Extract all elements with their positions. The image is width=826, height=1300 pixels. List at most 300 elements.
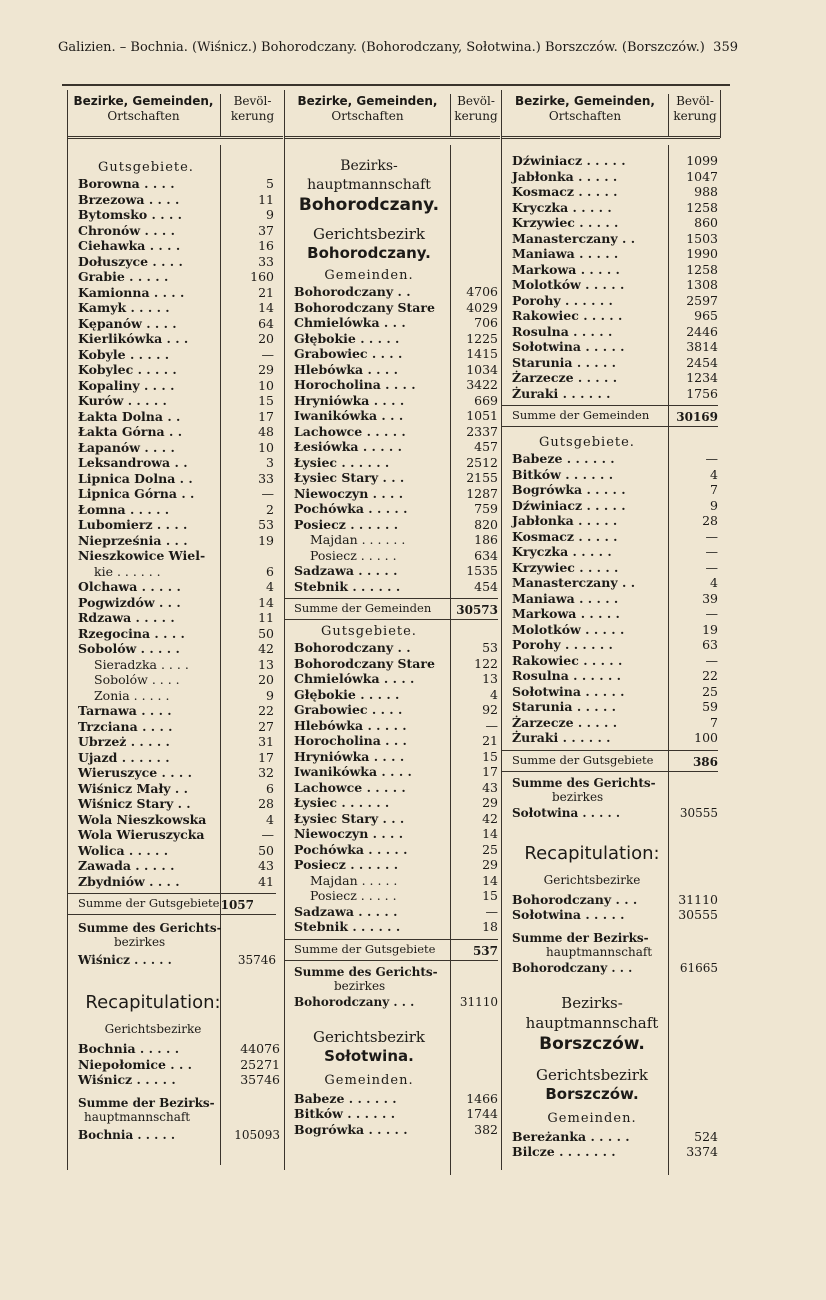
- table-row: [294, 424, 498, 440]
- table-row: [78, 362, 276, 378]
- population-value: 457: [474, 439, 498, 454]
- gemeinden-heading: Gemeinden.: [324, 268, 414, 283]
- gb-label: Gerichtsbezirk: [312, 1027, 426, 1046]
- population-value: 3422: [466, 377, 498, 392]
- place-name: Kryczka . . . . .: [512, 544, 612, 559]
- table-row: [78, 734, 276, 750]
- table-row: [78, 533, 276, 549]
- population-value: 5: [266, 176, 274, 191]
- table-row: [294, 331, 498, 347]
- table-row: [78, 316, 276, 332]
- table-row: [294, 857, 498, 873]
- table-row: [78, 192, 276, 208]
- table-row: [512, 529, 718, 545]
- summe-value: 1057: [220, 898, 254, 912]
- population-value: 1225: [466, 330, 498, 346]
- population-value: 13: [258, 656, 274, 672]
- table-row: [78, 672, 276, 688]
- table-row: [78, 688, 276, 704]
- place-name: Chmielówka . . .: [294, 315, 406, 330]
- table-row: [294, 455, 498, 471]
- gb-name: Bohorodczany.: [307, 244, 431, 262]
- place-name: Rosulna . . . . . .: [512, 668, 622, 683]
- summe-gerichtsbezirk: [78, 921, 276, 967]
- population-value: 669: [474, 392, 498, 408]
- population-value: 965: [694, 308, 718, 323]
- bh-label: Bezirks-: [561, 993, 623, 1012]
- population-value: 39: [702, 590, 718, 606]
- place-name: Łapanów . . . .: [78, 439, 175, 455]
- population-value: 1047: [686, 168, 718, 184]
- population-value: 21: [258, 284, 274, 300]
- table-row: [78, 331, 276, 347]
- table-row: [78, 579, 276, 595]
- population-value: 122: [474, 655, 498, 671]
- place-name: Rakowiec . . . . .: [512, 308, 623, 323]
- place-name: Pochówka . . . . .: [294, 501, 408, 516]
- table-row: [294, 563, 498, 579]
- table-row: [294, 532, 498, 548]
- place-name: Łysiec Stary . . .: [294, 810, 405, 826]
- place-name: Hlebówka . . . .: [294, 361, 398, 377]
- table-row: [512, 1144, 718, 1160]
- population-value: 29: [482, 857, 498, 872]
- place-name: Dźwiniacz . . . . .: [512, 153, 626, 168]
- population-value: 11: [258, 191, 274, 207]
- recapitulation-title: Recapitulation:: [524, 842, 660, 864]
- divider: [284, 619, 498, 620]
- table-row: [78, 269, 276, 285]
- gb-label: Gerichtsbezirk: [535, 1065, 649, 1084]
- recapitulation-sub: Gerichtsbezirke: [543, 872, 641, 887]
- table-row: [294, 470, 498, 486]
- gutsgebiete-list: [78, 176, 276, 889]
- population-value: 7: [710, 714, 718, 730]
- gb-name: Borszczów.: [545, 1084, 639, 1103]
- table-row: [512, 907, 718, 923]
- place-name: Bochnia . . . . .: [78, 1041, 180, 1056]
- table-row: [294, 1106, 498, 1122]
- place-name: Kobyle . . . . .: [78, 346, 170, 362]
- place-name: Posiecz . . . . . .: [294, 857, 399, 872]
- place-name: Trzciana . . . .: [78, 718, 173, 734]
- place-name: Maniawa . . . . .: [512, 590, 619, 606]
- place-name: Krzywiec . . . . .: [512, 215, 619, 230]
- header-pop-title: Bevöl-: [457, 94, 495, 108]
- population-value: —: [261, 346, 274, 362]
- population-value: 3: [266, 455, 274, 470]
- place-name: Zbydniów . . . .: [78, 873, 180, 889]
- table-row: [512, 231, 718, 247]
- population-value: 4029: [466, 299, 498, 315]
- table-row: [294, 904, 498, 920]
- place-name: Manasterczany . .: [512, 230, 636, 246]
- summe-gutsgebiete: [294, 942, 498, 958]
- summe-gutsgebiete: [78, 896, 276, 912]
- gutsgebiete-heading: Gutsgebiete.: [321, 624, 417, 639]
- population-value: 7: [710, 482, 718, 497]
- header-pop-title: Bevöl-: [233, 94, 272, 108]
- column-3: [502, 90, 720, 139]
- place-name: Ujazd . . . . . .: [78, 749, 170, 765]
- place-name: Babeze . . . . . .: [512, 451, 615, 466]
- table-row: [512, 513, 718, 529]
- population-value: 1990: [686, 246, 718, 261]
- table-row: [294, 501, 498, 517]
- place-name: Manasterczany . .: [512, 575, 636, 590]
- table-row: [294, 284, 498, 300]
- population-value: 100: [694, 730, 718, 745]
- summe-gerichtsbezirk: [294, 965, 498, 1009]
- summe-value: 105093: [234, 1127, 280, 1142]
- place-name: Kamionna . . . .: [78, 284, 185, 300]
- place-name: Niewoczyn . . . .: [294, 826, 404, 841]
- population-value: 37: [258, 222, 274, 238]
- population-value: 41: [258, 873, 274, 889]
- place-name: Bereżanka . . . . .: [512, 1128, 630, 1144]
- population-value: 2337: [466, 423, 498, 439]
- place-name: Porohy . . . . . .: [512, 637, 613, 652]
- divider: [502, 771, 718, 772]
- place-name: Wiśnicz Stary . .: [78, 796, 191, 811]
- table-row: [512, 668, 718, 684]
- place-name: Zonia . . . . .: [94, 687, 170, 703]
- place-name: Olchawa . . . . .: [78, 579, 181, 594]
- summe-label: Summe der Gutsgebiete: [78, 896, 220, 910]
- place-name: Pogwizdów . . .: [78, 594, 181, 610]
- table-row: [512, 308, 718, 324]
- population-value: 1099: [686, 153, 718, 168]
- population-value: 4: [266, 579, 274, 594]
- table-row: [294, 764, 498, 780]
- divider: [502, 405, 718, 406]
- table-row: [78, 703, 276, 719]
- summe-value: 30555: [679, 805, 718, 820]
- place-name: Stebnik . . . . . .: [294, 919, 401, 934]
- place-name: Wieruszyce . . . .: [78, 765, 192, 780]
- population-value: 1051: [466, 408, 498, 423]
- place-name: Hryniówka . . . .: [294, 392, 405, 408]
- table-row: [294, 873, 498, 889]
- table-row: [512, 262, 718, 278]
- population-value: 860: [694, 215, 718, 230]
- table-row: [294, 749, 498, 765]
- column-1-body: [78, 160, 280, 1142]
- population-value: 4: [490, 686, 498, 702]
- population-value: 820: [474, 516, 498, 532]
- table-row: [512, 1129, 718, 1145]
- table-row: [294, 702, 498, 718]
- place-name: Głębokie . . . . .: [294, 686, 400, 702]
- place-name: kie . . . . . .: [94, 563, 161, 579]
- population-value: 2: [266, 501, 274, 517]
- place-name: Łysiec . . . . . .: [294, 795, 390, 810]
- population-value: 1287: [466, 485, 498, 501]
- summe-gutsgebiete: [512, 753, 718, 769]
- population-value: 4: [266, 811, 274, 827]
- population-value: 1415: [466, 346, 498, 361]
- population-value: 29: [258, 362, 274, 377]
- place-name: Kosmacz . . . . .: [512, 184, 618, 199]
- column-3-body: [512, 153, 718, 1160]
- running-title: Galizien. – Bochnia. (Wiśnicz.) Bohorodczany. (Bohorodczany, Sołotwina.) Borszczów. (Borszczów.): [58, 40, 705, 55]
- table-row: [78, 207, 276, 223]
- table-row: [78, 626, 276, 642]
- place-name: Porohy . . . . . .: [512, 292, 613, 308]
- summe-value: 30169: [676, 410, 718, 424]
- population-value: —: [261, 486, 274, 501]
- place-name: Dźwiniacz . . . . .: [512, 497, 626, 513]
- place-name: Iwanikówka . . .: [294, 408, 404, 423]
- table-row: [78, 595, 276, 611]
- table-row: [512, 498, 718, 514]
- table-row: [78, 1072, 280, 1088]
- header-name-title: Bezirke, Gemeinden,: [515, 94, 655, 108]
- recapitulation-sub: Gerichtsbezirke: [104, 1022, 202, 1036]
- population-value: 2446: [686, 323, 718, 339]
- population-value: 6: [266, 780, 274, 796]
- header-name-title: Bezirke, Gemeinden,: [73, 94, 214, 108]
- table-row: [512, 482, 718, 498]
- population-value: 382: [474, 1121, 498, 1137]
- population-value: 20: [258, 672, 274, 687]
- column-header: [285, 90, 500, 139]
- population-value: 33: [258, 470, 274, 486]
- population-value: 10: [258, 377, 274, 393]
- population-value: 14: [482, 826, 498, 841]
- place-name: Bohorodczany Stare: [294, 655, 435, 671]
- place-name: Jabłonka . . . . .: [512, 168, 618, 184]
- table-row: [78, 393, 276, 409]
- population-value: 32: [258, 765, 274, 780]
- population-value: 33: [258, 253, 274, 269]
- table-row: [294, 842, 498, 858]
- place-name: Sołotwina . . . . .: [512, 339, 625, 354]
- table-row: [512, 184, 718, 200]
- table-row: [78, 502, 276, 518]
- divider: [68, 893, 276, 894]
- summe-label: Summe der Gutsgebiete: [294, 941, 436, 956]
- place-name: Iwanikówka . . . .: [294, 764, 412, 779]
- summe-value: 35746: [237, 953, 276, 967]
- table-row: [78, 1041, 280, 1057]
- recapitulation-list: [78, 1041, 280, 1088]
- population-value: 2454: [686, 354, 718, 370]
- header-pop-sub: kerung: [230, 109, 275, 123]
- table-row: [512, 215, 718, 231]
- table-row: [512, 637, 718, 653]
- place-name: Łysiec Stary . . .: [294, 470, 405, 485]
- summe-value: 386: [692, 754, 718, 769]
- column-rule: [67, 90, 68, 1170]
- table-row: [512, 386, 718, 402]
- population-value: 1535: [466, 563, 498, 578]
- place-name: Posiecz . . . . . .: [294, 516, 399, 532]
- table-row: [294, 640, 498, 656]
- header-name-sub: Ortschaften: [331, 109, 404, 123]
- population-value: 4: [710, 466, 718, 482]
- place-name: Sieradzka . . . .: [94, 656, 189, 672]
- table-row: [294, 548, 498, 564]
- population-value: 35746: [240, 1072, 280, 1087]
- table-row: [512, 467, 718, 483]
- table-row: [78, 517, 276, 533]
- table-row: [78, 812, 276, 828]
- population-value: 17: [482, 764, 498, 779]
- population-value: 15: [482, 748, 498, 764]
- table-row: [512, 324, 718, 340]
- population-value: 988: [694, 184, 718, 199]
- population-value: 29: [482, 795, 498, 810]
- table-row: [512, 544, 718, 560]
- population-value: —: [485, 717, 498, 733]
- place-name: Lachowce . . . . .: [294, 423, 406, 439]
- place-name: Kierlikówka . . .: [78, 331, 189, 346]
- summe-label: Summe des Gerichts-: [294, 964, 438, 979]
- population-value: 1234: [686, 370, 718, 385]
- table-row: [294, 733, 498, 749]
- header-name-sub: Ortschaften: [107, 109, 180, 123]
- population-value: 9: [710, 497, 718, 513]
- place-name: Kryczka . . . . .: [512, 199, 612, 215]
- place-name: Bitków . . . . . .: [512, 466, 614, 482]
- place-name: Chronów . . . .: [78, 222, 175, 238]
- table-row: [294, 579, 498, 595]
- table-row: [294, 1091, 498, 1107]
- running-header: [58, 40, 738, 55]
- summe-value: 537: [472, 943, 498, 958]
- header-pop-title: Bevöl-: [676, 94, 714, 108]
- population-value: 1258: [686, 261, 718, 277]
- population-value: 43: [258, 858, 274, 873]
- table-row: [78, 254, 276, 270]
- place-name: Tarnawa . . . .: [78, 703, 172, 718]
- population-value: 22: [258, 703, 274, 718]
- summe-label: Summe des Gerichts-: [512, 775, 656, 790]
- table-row: [294, 671, 498, 687]
- table-row: [512, 246, 718, 262]
- table-row: [78, 409, 276, 425]
- table-row: [78, 796, 276, 812]
- place-name: Bohorodczany Stare: [294, 299, 435, 315]
- population-value: 44076: [240, 1041, 280, 1056]
- population-value: 19: [258, 532, 274, 548]
- place-name: Bohorodczany . .: [294, 640, 411, 655]
- population-value: —: [261, 827, 274, 842]
- place-name: Hryniówka . . . .: [294, 748, 405, 764]
- summe-name: Bohorodczany . . .: [294, 994, 415, 1009]
- place-name: Ubrzeż . . . . .: [78, 734, 170, 749]
- population-value: 1466: [466, 1090, 498, 1106]
- summe-label: Summe des Gerichts-: [78, 921, 222, 935]
- population-value: 1258: [686, 199, 718, 215]
- population-value: 42: [482, 810, 498, 826]
- population-value: 27: [258, 718, 274, 734]
- place-name: Majdan . . . . . .: [310, 532, 406, 547]
- place-name: Sołotwina . . . . .: [512, 683, 625, 699]
- table-row: [78, 440, 276, 456]
- bh-label: hauptmannschaft: [307, 177, 431, 193]
- table-row: [294, 656, 498, 672]
- table-row: [512, 293, 718, 309]
- summe-bezirkshauptmannschaft: [512, 931, 718, 975]
- table-row: [294, 300, 498, 316]
- place-name: Łysiec . . . . . .: [294, 454, 390, 470]
- place-name: Głębokie . . . . .: [294, 330, 400, 346]
- summe-gerichtsbezirk: [512, 776, 718, 820]
- population-value: 9: [266, 207, 274, 222]
- table-row: [512, 653, 718, 669]
- gemeinden-heading: Gemeinden.: [324, 1072, 414, 1088]
- table-row: [294, 346, 498, 362]
- gb-name: Sołotwina.: [324, 1046, 414, 1065]
- place-name: Bohorodczany . .: [294, 284, 411, 299]
- summe-label: hauptmannschaft: [546, 944, 653, 959]
- place-name: Borowna . . . .: [78, 176, 175, 191]
- place-name: Dołuszyce . . . .: [78, 253, 183, 269]
- population-value: 28: [258, 796, 274, 811]
- summe-label: bezirkes: [552, 789, 604, 804]
- table-row: [512, 339, 718, 355]
- place-name: Maniawa . . . . .: [512, 246, 619, 261]
- place-name: Żarzecze . . . . .: [512, 714, 618, 730]
- place-name: Kobylec . . . . .: [78, 362, 177, 377]
- population-value: 25: [702, 683, 718, 699]
- population-value: —: [705, 544, 718, 559]
- column-rule: [501, 90, 502, 1170]
- table-row: [294, 408, 498, 424]
- population-value: 53: [258, 517, 274, 532]
- table-row: [512, 153, 718, 169]
- population-value: 64: [258, 315, 274, 331]
- population-value: —: [705, 528, 718, 544]
- place-name: Łakta Dolna . .: [78, 408, 181, 424]
- top-rule: [62, 84, 730, 86]
- summe-label: Summe der Gemeinden: [512, 408, 650, 422]
- population-value: 42: [258, 641, 274, 656]
- population-value: 2597: [686, 292, 718, 308]
- population-value: 92: [482, 702, 498, 717]
- place-name: Bohorodczany . . .: [512, 891, 638, 907]
- summe-name: Bochnia . . . . .: [78, 1127, 176, 1142]
- population-value: —: [485, 903, 498, 919]
- population-value: 4706: [466, 284, 498, 299]
- table-row: [78, 719, 276, 735]
- table-row: [294, 795, 498, 811]
- place-name: Niewoczyn . . . .: [294, 485, 404, 501]
- population-value: 3374: [686, 1144, 718, 1159]
- place-name: Wolica . . . . .: [78, 842, 169, 858]
- place-name: Wola Wieruszycka: [78, 827, 205, 842]
- population-value: 454: [474, 578, 498, 594]
- table-row: [78, 424, 276, 440]
- population-value: 13: [482, 671, 498, 686]
- table-row: [512, 892, 718, 908]
- place-name: Żuraki . . . . . .: [512, 730, 611, 745]
- gemeinden-list: [512, 153, 718, 401]
- table-row: [78, 455, 276, 471]
- population-value: 1308: [686, 277, 718, 292]
- population-value: 22: [702, 668, 718, 683]
- summe-name: Bohorodczany . . .: [512, 960, 633, 975]
- table-row: [78, 564, 276, 580]
- place-name: Nieprześnia . . .: [78, 532, 188, 548]
- column-2: [285, 90, 500, 139]
- column-header: [67, 90, 283, 139]
- divider: [68, 914, 276, 915]
- summe-name: Wiśnicz . . . . .: [78, 953, 172, 967]
- summe-label: Summe der Bezirks-: [78, 1095, 215, 1110]
